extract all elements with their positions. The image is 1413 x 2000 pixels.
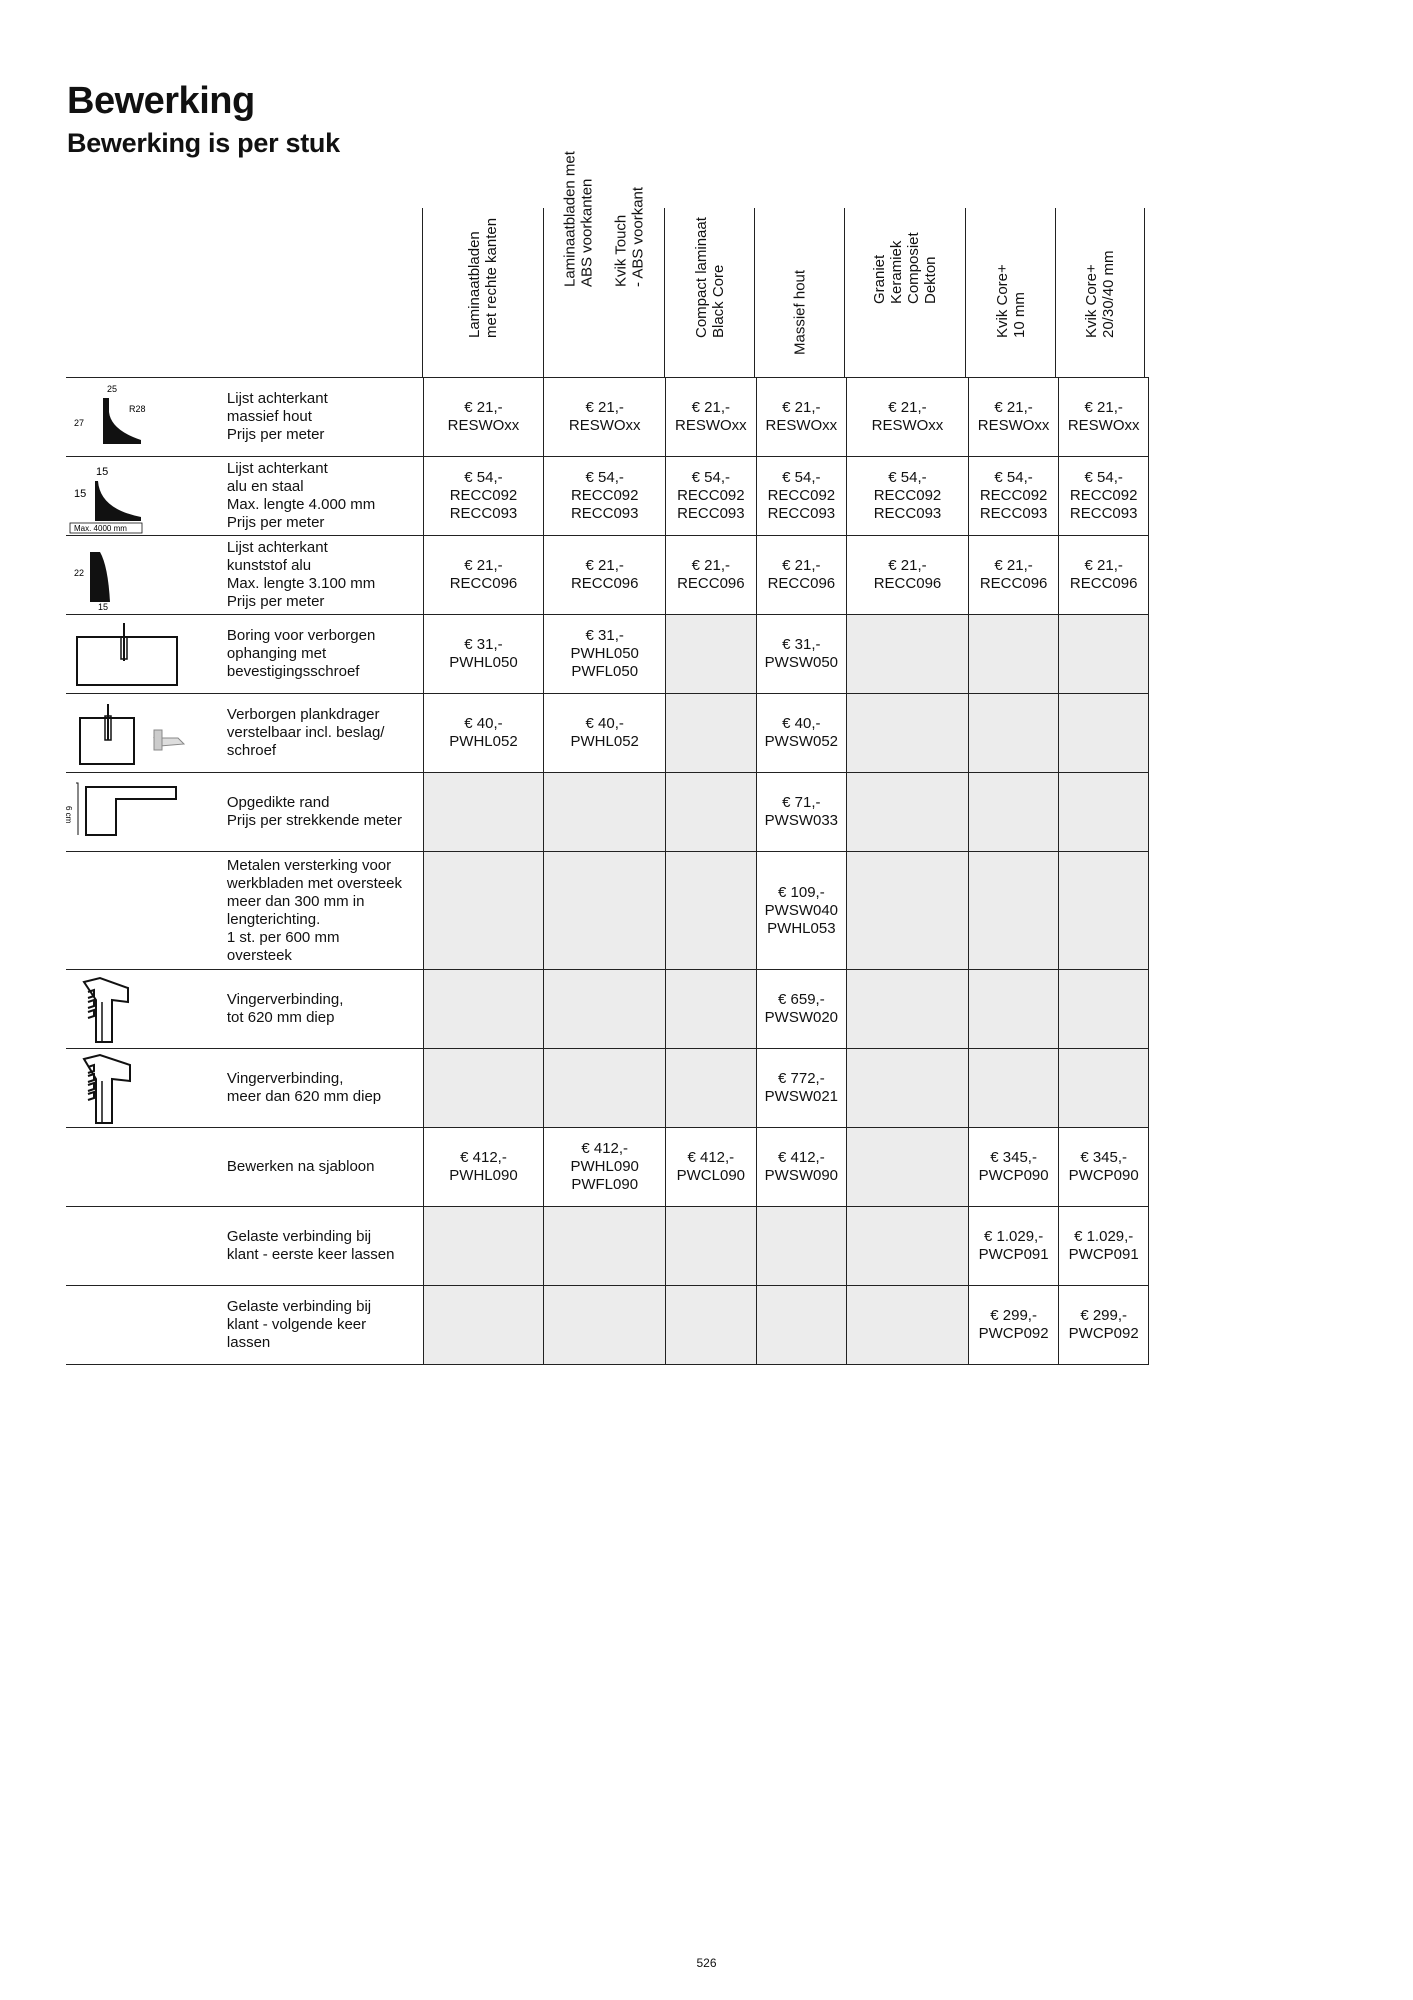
- article-code: RECC093: [873, 505, 942, 522]
- empty-cell: [423, 1286, 544, 1365]
- article-code: RECC092: [1069, 487, 1138, 504]
- column-header: [664, 208, 754, 378]
- price-value: € 21,-: [994, 557, 1033, 574]
- article-code: RECC093: [767, 505, 836, 522]
- empty-cell: [968, 1049, 1059, 1128]
- empty-cell: [847, 1207, 969, 1286]
- description-line: 1 st. per 600 mm: [226, 928, 340, 946]
- price-value: € 412,-: [778, 1149, 825, 1166]
- article-code: PWSW040: [764, 901, 839, 919]
- column-header-line: Dekton: [922, 256, 939, 304]
- row-icon-cell: [66, 1049, 217, 1128]
- column-header-line: Massief hout: [791, 269, 808, 355]
- price-value: € 54,-: [464, 469, 503, 486]
- empty-cell: [544, 852, 666, 970]
- article-code: RECC093: [677, 505, 745, 522]
- empty-cell: [666, 852, 757, 970]
- article-code: RESWOxx: [568, 417, 641, 434]
- article-code: RECC092: [677, 487, 745, 504]
- column-header: [965, 208, 1055, 378]
- empty-cell: [1059, 615, 1149, 694]
- dimension-label: 15: [98, 602, 109, 612]
- article-code: PWHL050: [449, 654, 518, 671]
- price-value: € 21,-: [888, 399, 927, 416]
- description-line: Lijst achterkant: [226, 539, 328, 556]
- price-cell: [666, 1128, 757, 1207]
- empty-cell: [666, 1207, 757, 1286]
- article-code: RECC092: [767, 487, 836, 504]
- dimension-label: 27: [74, 418, 85, 428]
- alu-profile-icon: [66, 457, 216, 535]
- row-description: [217, 1207, 423, 1286]
- empty-cell: [544, 773, 666, 852]
- empty-cell: [1059, 773, 1149, 852]
- column-header-line: Kvik Core+: [993, 264, 1011, 338]
- empty-cell: [847, 694, 969, 773]
- column-header: [543, 151, 664, 378]
- row-icon-cell: [66, 536, 217, 615]
- description-line: kunststof alu: [226, 557, 312, 574]
- description-line: Prijs per strekkende meter: [226, 812, 402, 829]
- price-value: € 412,-: [581, 1140, 629, 1157]
- column-header-line: Compact laminaat: [692, 217, 710, 338]
- dimension-label: 6 cm: [64, 806, 73, 824]
- price-value: € 109,-: [778, 883, 825, 901]
- table-row: [66, 536, 1149, 615]
- description-line: Prijs per meter: [226, 426, 325, 443]
- description-line: meer dan 620 mm diep: [226, 1088, 382, 1105]
- price-cell: [1059, 1286, 1149, 1365]
- price-cell: [968, 536, 1059, 615]
- table-row: [66, 1128, 1149, 1207]
- price-value: € 31,-: [585, 627, 624, 644]
- price-cell: [544, 457, 666, 536]
- drilling-icon: [66, 615, 216, 693]
- article-code: PWSW052: [764, 733, 839, 750]
- article-code: RECC096: [767, 575, 836, 592]
- row-description: [217, 457, 423, 536]
- article-code: PWHL050: [570, 645, 639, 662]
- plastic-profile-icon: [66, 536, 216, 614]
- article-code: PWHL090: [570, 1158, 639, 1175]
- article-code: PWSW020: [764, 1009, 839, 1026]
- price-cell: [968, 1207, 1059, 1286]
- price-value: € 345,-: [990, 1149, 1037, 1166]
- article-code: PWFL050: [571, 663, 639, 680]
- price-value: € 21,-: [1084, 399, 1123, 416]
- article-code: RECC096: [979, 575, 1048, 592]
- price-value: € 21,-: [585, 399, 624, 416]
- price-value: € 40,-: [585, 715, 624, 732]
- price-cell: [847, 378, 969, 457]
- price-cell: [756, 457, 847, 536]
- price-cell: [423, 1128, 544, 1207]
- column-header: [754, 208, 844, 378]
- description-line: Bewerken na sjabloon: [226, 1158, 375, 1175]
- article-code: PWSW033: [764, 812, 839, 829]
- article-code: RESWOxx: [871, 417, 944, 434]
- row-description: [217, 1286, 423, 1365]
- price-value: € 71,-: [782, 794, 821, 811]
- column-header-line: 10 mm: [1010, 292, 1028, 338]
- empty-cell: [666, 1286, 757, 1365]
- empty-cell: [968, 694, 1059, 773]
- description-line: Vingerverbinding,: [226, 1070, 344, 1087]
- empty-cell: [968, 773, 1059, 852]
- description-line: alu en staal: [226, 478, 304, 495]
- column-header-line: ABS voorkanten: [578, 178, 596, 287]
- price-cell: [666, 536, 757, 615]
- description-line: Max. lengte 3.100 mm: [226, 575, 376, 592]
- dimension-label: 15: [74, 488, 87, 500]
- row-icon-cell: [66, 378, 217, 457]
- empty-cell: [968, 970, 1059, 1049]
- price-value: € 1.029,-: [1074, 1228, 1134, 1245]
- column-header-line: Laminaatbladen met: [561, 151, 579, 287]
- empty-cell: [847, 970, 969, 1049]
- price-cell: [544, 615, 666, 694]
- column-header-line: [596, 151, 613, 287]
- column-header-line: Laminaatbladen: [466, 231, 483, 338]
- price-cell: [1059, 1128, 1149, 1207]
- price-cell: [756, 615, 847, 694]
- finger-joint-icon: [66, 970, 216, 1048]
- dimension-label: 15: [96, 466, 109, 478]
- description-line: bevestigingsschroef: [226, 663, 360, 680]
- row-icon-cell: [66, 615, 217, 694]
- price-cell: [756, 378, 847, 457]
- description-line: Gelaste verbinding bij: [226, 1298, 372, 1315]
- price-cell: [423, 536, 544, 615]
- article-code: RECC093: [449, 505, 518, 522]
- finger-joint-icon: [66, 1049, 216, 1127]
- price-cell: [666, 378, 757, 457]
- price-cell: [544, 536, 666, 615]
- price-value: € 21,-: [888, 557, 927, 574]
- description-line: meer dan 300 mm in: [226, 892, 365, 910]
- article-code: PWFL090: [571, 1176, 639, 1193]
- price-value: € 31,-: [782, 636, 821, 653]
- price-table: [66, 377, 1149, 1365]
- table-row: [66, 1207, 1149, 1286]
- article-code: RECC096: [873, 575, 942, 592]
- price-value: € 21,-: [464, 399, 503, 416]
- column-header-line: - ABS voorkant: [629, 186, 647, 287]
- price-cell: [1059, 536, 1149, 615]
- column-header: [1055, 208, 1145, 378]
- empty-cell: [756, 1286, 847, 1365]
- price-value: € 412,-: [460, 1149, 507, 1166]
- price-value: € 299,-: [1080, 1307, 1128, 1324]
- empty-cell: [666, 694, 757, 773]
- empty-cell: [847, 852, 969, 970]
- empty-cell: [756, 1207, 847, 1286]
- price-value: € 345,-: [1080, 1149, 1128, 1166]
- table-row: [66, 457, 1149, 536]
- description-line: schroef: [226, 742, 277, 759]
- article-code: RECC093: [1069, 505, 1138, 522]
- empty-cell: [544, 1207, 666, 1286]
- row-description: [217, 970, 423, 1049]
- price-cell: [423, 694, 544, 773]
- empty-cell: [1059, 852, 1149, 970]
- article-code: PWCP090: [1068, 1167, 1139, 1184]
- price-value: € 21,-: [782, 399, 821, 416]
- article-code: PWSW021: [764, 1088, 839, 1105]
- price-cell: [423, 378, 544, 457]
- article-code: PWCP092: [978, 1325, 1049, 1342]
- price-value: € 659,-: [778, 991, 825, 1008]
- price-value: € 31,-: [464, 636, 503, 653]
- price-cell: [847, 457, 969, 536]
- price-cell: [756, 852, 847, 970]
- article-code: RECC092: [873, 487, 942, 504]
- column-header-line: Keramiek: [888, 240, 905, 304]
- description-line: Vingerverbinding,: [226, 991, 344, 1008]
- article-code: PWHL053: [767, 919, 836, 937]
- description-line: Opgedikte rand: [226, 794, 330, 811]
- description-line: ophanging met: [226, 645, 327, 662]
- description-line: werkbladen met oversteek: [226, 874, 402, 892]
- column-header-line: Kvik Core+: [1083, 264, 1100, 338]
- row-description: [217, 773, 423, 852]
- column-header: [844, 208, 965, 378]
- empty-cell: [1059, 694, 1149, 773]
- row-description: [217, 378, 423, 457]
- article-code: RECC093: [570, 505, 639, 522]
- empty-cell: [847, 773, 969, 852]
- article-code: RESWOxx: [447, 417, 520, 434]
- shelf-bracket-icon: [66, 694, 216, 772]
- row-icon-cell: [66, 970, 217, 1049]
- column-header: [422, 208, 543, 378]
- price-value: € 21,-: [1084, 557, 1123, 574]
- description-line: Prijs per meter: [226, 593, 325, 610]
- empty-cell: [544, 970, 666, 1049]
- description-line: massief hout: [226, 408, 312, 425]
- article-code: RECC092: [570, 487, 639, 504]
- description-line: lassen: [226, 1334, 271, 1351]
- table-row: [66, 852, 1149, 970]
- price-cell: [666, 457, 757, 536]
- price-cell: [544, 694, 666, 773]
- empty-cell: [423, 1049, 544, 1128]
- price-value: € 21,-: [782, 557, 821, 574]
- row-icon-cell: [66, 694, 217, 773]
- price-cell: [756, 536, 847, 615]
- empty-cell: [1059, 1049, 1149, 1128]
- empty-cell: [423, 1207, 544, 1286]
- description-line: Lijst achterkant: [226, 390, 328, 407]
- description-line: Metalen versterking voor: [226, 856, 392, 874]
- article-code: PWSW050: [764, 654, 839, 671]
- dimension-label: 22: [74, 568, 85, 578]
- article-code: PWHL090: [449, 1167, 518, 1184]
- table-row: [66, 1049, 1149, 1128]
- price-cell: [1059, 457, 1149, 536]
- price-value: € 21,-: [994, 399, 1033, 416]
- description-line: Verborgen plankdrager: [226, 706, 380, 723]
- row-description: [217, 1128, 423, 1207]
- price-cell: [756, 970, 847, 1049]
- price-cell: [756, 694, 847, 773]
- price-cell: [847, 536, 969, 615]
- price-cell: [423, 615, 544, 694]
- price-value: € 21,-: [464, 557, 503, 574]
- table-row: [66, 694, 1149, 773]
- empty-cell: [423, 773, 544, 852]
- price-value: € 40,-: [782, 715, 821, 732]
- empty-cell: [847, 1128, 969, 1207]
- price-cell: [968, 457, 1059, 536]
- article-code: RESWOxx: [765, 417, 838, 434]
- price-cell: [968, 378, 1059, 457]
- column-header-line: Kvik Touch: [612, 214, 630, 287]
- article-code: RESWOxx: [977, 417, 1050, 434]
- price-value: € 1.029,-: [984, 1228, 1044, 1245]
- empty-cell: [544, 1286, 666, 1365]
- price-value: € 21,-: [585, 557, 624, 574]
- article-code: PWHL052: [570, 733, 639, 750]
- description-line: oversteek: [226, 946, 292, 964]
- dimension-label: 25: [107, 384, 118, 394]
- price-value: € 54,-: [1084, 469, 1123, 486]
- price-value: € 54,-: [585, 469, 624, 486]
- price-value: € 21,-: [691, 399, 730, 416]
- description-line: lengterichting.: [226, 910, 321, 928]
- article-code: PWCP091: [978, 1246, 1049, 1263]
- article-code: PWCP092: [1068, 1325, 1139, 1342]
- description-line: klant - eerste keer lassen: [226, 1246, 395, 1263]
- article-code: PWHL052: [449, 733, 518, 750]
- price-value: € 54,-: [691, 469, 730, 486]
- column-header-line: met rechte kanten: [483, 217, 500, 338]
- empty-cell: [544, 1049, 666, 1128]
- price-value: € 772,-: [778, 1070, 825, 1087]
- row-description: [217, 615, 423, 694]
- price-value: € 54,-: [782, 469, 821, 486]
- empty-cell: [666, 773, 757, 852]
- empty-cell: [666, 1049, 757, 1128]
- column-header-line: 20/30/40 mm: [1100, 250, 1117, 338]
- description-line: Gelaste verbinding bij: [226, 1228, 372, 1245]
- page-subtitle: Bewerking is per stuk: [67, 128, 340, 158]
- price-cell: [1059, 1207, 1149, 1286]
- row-description: [217, 694, 423, 773]
- price-value: € 40,-: [464, 715, 503, 732]
- description-line: Max. lengte 4.000 mm: [226, 496, 376, 513]
- article-code: PWSW090: [764, 1167, 839, 1184]
- empty-cell: [666, 970, 757, 1049]
- article-code: RECC096: [570, 575, 639, 592]
- price-cell: [968, 1286, 1059, 1365]
- empty-cell: [847, 615, 969, 694]
- article-code: RECC096: [677, 575, 745, 592]
- column-header-line: Graniet: [871, 254, 888, 304]
- article-code: RECC096: [1069, 575, 1138, 592]
- dimension-label: R28: [129, 404, 146, 414]
- description-line: klant - volgende keer: [226, 1316, 367, 1333]
- empty-cell: [968, 852, 1059, 970]
- price-value: € 299,-: [990, 1307, 1037, 1324]
- price-cell: [544, 378, 666, 457]
- price-cell: [1059, 378, 1149, 457]
- price-value: € 412,-: [687, 1149, 735, 1166]
- article-code: RECC093: [979, 505, 1048, 522]
- row-icon-cell: [66, 773, 217, 852]
- row-icon-cell: [66, 457, 217, 536]
- empty-cell: [423, 852, 544, 970]
- article-code: RECC092: [979, 487, 1048, 504]
- empty-cell: [666, 615, 757, 694]
- column-header-line: Black Core: [709, 264, 727, 338]
- article-code: PWCP091: [1068, 1246, 1139, 1263]
- price-cell: [756, 773, 847, 852]
- article-code: RESWOxx: [1067, 417, 1140, 434]
- dimension-label: Max. 4000 mm: [74, 524, 127, 533]
- empty-cell: [1059, 970, 1149, 1049]
- empty-cell: [968, 615, 1059, 694]
- table-row: [66, 615, 1149, 694]
- row-description: [217, 536, 423, 615]
- description-line: Lijst achterkant: [226, 460, 328, 477]
- empty-cell: [847, 1049, 969, 1128]
- description-line: Boring voor verborgen: [226, 627, 376, 644]
- description-line: Prijs per meter: [226, 514, 325, 531]
- table-row: [66, 970, 1149, 1049]
- row-icon-cell: [66, 1286, 217, 1365]
- row-description: [217, 1049, 423, 1128]
- article-code: RECC096: [449, 575, 518, 592]
- row-icon-cell: [66, 852, 217, 970]
- empty-cell: [423, 970, 544, 1049]
- column-header-line: Composiet: [905, 232, 922, 304]
- table-row: [66, 773, 1149, 852]
- price-value: € 54,-: [888, 469, 927, 486]
- price-cell: [423, 457, 544, 536]
- article-code: RECC092: [449, 487, 518, 504]
- price-cell: [756, 1128, 847, 1207]
- thickened-edge-icon: [66, 773, 216, 851]
- price-cell: [756, 1049, 847, 1128]
- row-description: [217, 852, 423, 970]
- article-code: RESWOxx: [674, 417, 747, 434]
- price-cell: [544, 1128, 666, 1207]
- price-value: € 54,-: [994, 469, 1033, 486]
- page-title: Bewerking: [67, 80, 255, 122]
- wood-profile-icon: [66, 378, 216, 456]
- table-row: [66, 1286, 1149, 1365]
- description-line: tot 620 mm diep: [226, 1009, 335, 1026]
- article-code: PWCL090: [676, 1167, 746, 1184]
- price-value: € 21,-: [691, 557, 730, 574]
- row-icon-cell: [66, 1128, 217, 1207]
- empty-cell: [847, 1286, 969, 1365]
- description-line: verstelbaar incl. beslag/: [226, 724, 385, 741]
- article-code: PWCP090: [978, 1167, 1049, 1184]
- row-icon-cell: [66, 1207, 217, 1286]
- page-number: 526: [696, 1956, 717, 1970]
- table-row: [66, 378, 1149, 457]
- price-cell: [968, 1128, 1059, 1207]
